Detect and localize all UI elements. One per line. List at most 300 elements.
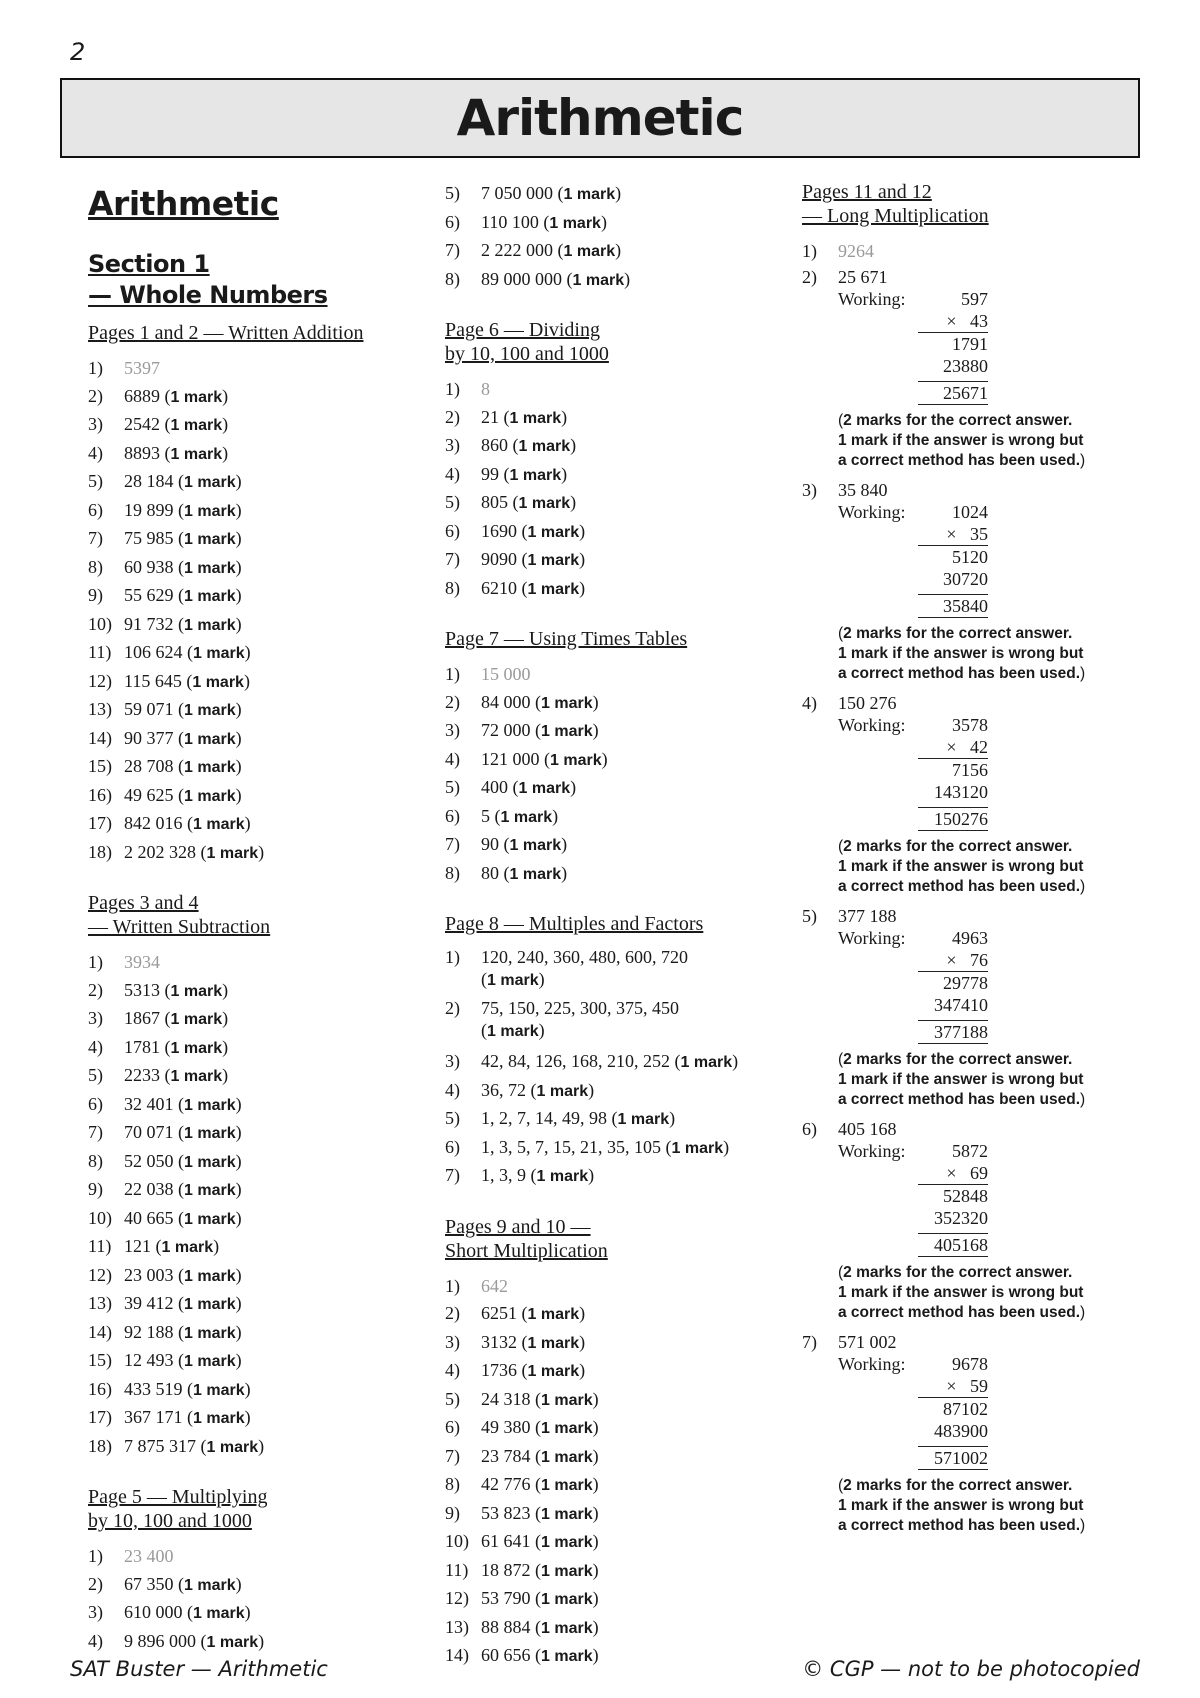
block-title bbox=[445, 318, 775, 366]
answer-value: 1781 (1 mark) bbox=[124, 1036, 229, 1057]
answer-item bbox=[88, 1347, 418, 1376]
working-label: Working: bbox=[838, 714, 906, 735]
answer-text: 49 380 bbox=[481, 1417, 531, 1437]
answer-text: 9090 bbox=[481, 549, 517, 569]
answer-text: 1690 bbox=[481, 520, 517, 541]
answer-text: 1, 2, 7, 14, 49, 98 bbox=[481, 1108, 607, 1128]
answer-number: 13) bbox=[88, 1293, 112, 1313]
answer-text: 75, 150, 225, 300, 375, 450 bbox=[481, 998, 679, 1018]
answer-value: 28 708 (1 mark) bbox=[124, 756, 242, 776]
answer-number: 5) bbox=[445, 1108, 460, 1128]
answer-value: 99 (1 mark) bbox=[481, 463, 568, 484]
answer-value: 2542 (1 mark) bbox=[124, 414, 229, 434]
marking-note bbox=[802, 1476, 1142, 1536]
answer-item bbox=[445, 831, 775, 860]
answer-text: 110 100 bbox=[481, 211, 539, 232]
partial-product-2: 347410 bbox=[934, 994, 988, 1015]
answer-item bbox=[88, 1119, 418, 1148]
partial-product-1: 52848 bbox=[943, 1185, 988, 1206]
answer-number: 1) bbox=[445, 379, 460, 399]
mark-label: 1 mark bbox=[541, 1448, 593, 1466]
answer-number: 6) bbox=[802, 1118, 817, 1139]
answer-text: 23 784 bbox=[481, 1445, 531, 1466]
marking-note-line: 1 mark if the answer is wrong but bbox=[838, 1070, 1084, 1088]
multiplier: × 35 bbox=[918, 523, 988, 546]
mark-label: 1 mark bbox=[680, 1054, 733, 1071]
answer-number: 6) bbox=[445, 1136, 460, 1157]
answer-text: 90 bbox=[481, 834, 499, 854]
answer-text: 5397 bbox=[124, 358, 160, 378]
answer-value: 19 899 (1 mark) bbox=[124, 499, 242, 520]
answer-item bbox=[445, 717, 775, 746]
answer-number: 7) bbox=[445, 1445, 460, 1466]
answer-value bbox=[124, 1543, 418, 1571]
paren: ) bbox=[1080, 1303, 1086, 1321]
paren: ( bbox=[838, 1476, 844, 1494]
block-title-line: Pages 3 and 4 bbox=[88, 892, 199, 914]
answer-item bbox=[445, 1162, 775, 1191]
answer-item bbox=[88, 810, 418, 839]
answer-number: 4) bbox=[445, 748, 460, 769]
answer-text: 88 884 bbox=[481, 1616, 531, 1637]
working-area bbox=[802, 288, 1142, 405]
answer-list bbox=[445, 661, 775, 888]
answer-item bbox=[445, 266, 775, 295]
answer-number: 3) bbox=[445, 435, 460, 455]
mark-label: 1 mark bbox=[193, 1381, 245, 1399]
answer-list bbox=[445, 180, 775, 294]
mark-label: 1 mark bbox=[184, 1296, 236, 1313]
answer-text: 7 050 000 bbox=[481, 183, 553, 203]
answer-number: 10) bbox=[88, 613, 112, 634]
answer-text: 1736 bbox=[481, 1360, 517, 1380]
mark-label: 1 mark bbox=[518, 780, 571, 797]
answer-number: 3) bbox=[445, 1331, 460, 1352]
answer-text: 367 171 bbox=[124, 1407, 183, 1427]
answer-item bbox=[445, 1585, 775, 1614]
answer-number: 10) bbox=[445, 1531, 469, 1551]
answer-item bbox=[445, 209, 775, 238]
multiplying-block-continued bbox=[445, 180, 775, 294]
answer-number: 9) bbox=[445, 1502, 460, 1523]
block-title-line: — Written Subtraction bbox=[88, 916, 271, 938]
answer-value: 53 823 (1 mark) bbox=[481, 1502, 599, 1523]
subtraction-block bbox=[88, 891, 418, 1461]
mark-label: 1 mark bbox=[671, 1139, 724, 1157]
answer-item bbox=[445, 546, 775, 575]
answer-text: 23 003 bbox=[124, 1264, 174, 1285]
mark-label: 1 mark bbox=[541, 1591, 593, 1608]
answer-value: 9 896 000 (1 mark) bbox=[124, 1630, 265, 1651]
answer-text: 15 000 bbox=[481, 664, 531, 684]
answer-item bbox=[445, 1329, 775, 1358]
answer-number: 1) bbox=[88, 358, 103, 378]
answer-item bbox=[88, 1005, 418, 1034]
answer-text: 433 519 bbox=[124, 1378, 183, 1399]
answer-number: 1) bbox=[88, 1546, 103, 1566]
answer-item bbox=[445, 376, 775, 404]
answer-item bbox=[445, 1357, 775, 1386]
mark-label: 1 mark bbox=[184, 730, 236, 748]
answer-value: 571 002 bbox=[838, 1331, 897, 1352]
answer-text: 610 000 bbox=[124, 1602, 183, 1622]
marking-note-line: a correct method has been used.) bbox=[838, 877, 1086, 895]
answer-text: 842 016 bbox=[124, 813, 183, 833]
marking-note-line: 1 mark if the answer is wrong but bbox=[838, 1496, 1084, 1514]
multiplier: × 42 bbox=[918, 736, 988, 759]
marking-note-line: 1 mark if the answer is wrong but bbox=[838, 644, 1084, 662]
answer-text: 400 bbox=[481, 777, 508, 797]
title-banner bbox=[60, 78, 1140, 158]
marking-note-line: a correct method has been used.) bbox=[838, 1090, 1086, 1108]
partial-product-1: 1791 bbox=[952, 333, 988, 354]
mark-label: 1 mark bbox=[536, 1082, 589, 1100]
answer-item bbox=[88, 468, 418, 497]
mark-label: 1 mark bbox=[184, 1153, 236, 1171]
answer-number: 16) bbox=[88, 1378, 112, 1399]
answer-number: 2) bbox=[802, 266, 817, 287]
answer-item bbox=[88, 355, 418, 383]
working-label: Working: bbox=[838, 288, 906, 309]
answer-text: 2 222 000 bbox=[481, 240, 553, 260]
mark-label: 1 mark bbox=[170, 445, 223, 463]
answer-value: 5 (1 mark) bbox=[481, 805, 559, 826]
mark-label: 1 mark bbox=[206, 1438, 259, 1456]
answer-item bbox=[445, 689, 775, 718]
answer-number: 14) bbox=[445, 1645, 469, 1665]
product-result: 25671 bbox=[918, 381, 988, 405]
answer-text: 53 790 bbox=[481, 1588, 531, 1608]
section-heading-line-2: — Whole Numbers bbox=[88, 281, 328, 309]
answer-value: 610 000 (1 mark) bbox=[124, 1602, 251, 1622]
long-multiplication-item bbox=[802, 1118, 1142, 1323]
paren: ( bbox=[838, 837, 844, 855]
answer-item bbox=[445, 746, 775, 775]
long-multiplication-item bbox=[802, 905, 1142, 1110]
answer-number: 18) bbox=[88, 841, 112, 862]
answer-number: 3) bbox=[445, 1051, 460, 1071]
answer-value: 35 840 bbox=[838, 479, 888, 500]
answer-item bbox=[88, 411, 418, 440]
mark-label: 1 mark bbox=[193, 816, 245, 833]
answer-number: 9) bbox=[88, 585, 103, 605]
answer-value: 60 656 (1 mark) bbox=[481, 1645, 599, 1665]
mark-label: 1 mark bbox=[184, 759, 236, 776]
multiplying-block bbox=[88, 1485, 418, 1656]
answer-text: 115 645 bbox=[124, 670, 182, 691]
answer-value: 405 168 bbox=[838, 1118, 897, 1139]
answer-number: 4) bbox=[88, 442, 103, 463]
multiplicand: 5872 bbox=[952, 1140, 988, 1161]
answer-item bbox=[88, 696, 418, 725]
answer-item bbox=[445, 1500, 775, 1529]
answer-value: 121 (1 mark) bbox=[124, 1236, 220, 1256]
answer-text: 36, 72 bbox=[481, 1079, 526, 1100]
answer-value: 70 071 (1 mark) bbox=[124, 1122, 242, 1142]
marking-note-line: (2 marks for the correct answer. bbox=[838, 411, 1073, 429]
answer-number: 4) bbox=[445, 463, 460, 484]
answer-value: 84 000 (1 mark) bbox=[481, 691, 599, 712]
answer-item bbox=[445, 1614, 775, 1643]
answer-item bbox=[88, 525, 418, 554]
answer-number: 15) bbox=[88, 756, 112, 776]
dividing-block bbox=[445, 318, 775, 603]
answer-text: 28 184 bbox=[124, 471, 174, 491]
answer-value: 90 377 (1 mark) bbox=[124, 727, 242, 748]
answer-item bbox=[88, 1433, 418, 1462]
marking-note-line: (2 marks for the correct answer. bbox=[838, 1263, 1073, 1281]
marking-note bbox=[802, 624, 1142, 684]
mark-label: 1 mark bbox=[161, 1239, 214, 1256]
answer-text: 2 202 328 bbox=[124, 841, 196, 862]
answer-value: 400 (1 mark) bbox=[481, 777, 577, 797]
answer-number: 5) bbox=[88, 471, 103, 491]
answer-value: 433 519 (1 mark) bbox=[124, 1378, 251, 1399]
mark-label: 1 mark bbox=[184, 1267, 236, 1285]
answer-number: 1) bbox=[88, 952, 103, 972]
answer-number: 13) bbox=[445, 1616, 469, 1637]
partial-product-1: 87102 bbox=[943, 1398, 988, 1419]
answer-value: 2 222 000 (1 mark) bbox=[481, 240, 622, 260]
answer-item bbox=[88, 753, 418, 782]
mark-label: 1 mark bbox=[184, 1096, 236, 1114]
answer-item bbox=[88, 554, 418, 583]
mark-label: 1 mark bbox=[541, 1505, 593, 1523]
answer-number: 5) bbox=[802, 905, 817, 926]
mark-label: 1 mark bbox=[509, 466, 562, 484]
answer-list bbox=[88, 1543, 418, 1656]
partial-product-2: 143120 bbox=[934, 781, 988, 802]
answer-text: 860 bbox=[481, 435, 508, 455]
long-multiplication-item bbox=[802, 692, 1142, 897]
column-2 bbox=[445, 180, 775, 1695]
answer-number: 17) bbox=[88, 813, 112, 833]
answer-text: 59 071 bbox=[124, 699, 174, 719]
answer-value: 42, 84, 126, 168, 210, 252 (1 mark) bbox=[481, 1051, 739, 1071]
answer-value: 25 671 bbox=[838, 266, 888, 287]
answer-item bbox=[802, 266, 1142, 288]
answer-value: 24 318 (1 mark) bbox=[481, 1388, 599, 1409]
answer-value: 3132 (1 mark) bbox=[481, 1331, 586, 1352]
multiplicand: 1024 bbox=[952, 501, 988, 522]
answer-text: 89 000 000 bbox=[481, 268, 562, 289]
answer-value: 59 071 (1 mark) bbox=[124, 699, 242, 719]
mark-label: 1 mark bbox=[527, 523, 580, 541]
mark-label: 1 mark bbox=[170, 982, 223, 1000]
block-title bbox=[445, 912, 775, 936]
answer-text: 99 bbox=[481, 463, 499, 484]
answer-value: 1, 3, 9 (1 mark) bbox=[481, 1165, 595, 1185]
mark-label: 1 mark bbox=[193, 1410, 245, 1427]
section-heading-line-1: Section 1 bbox=[88, 250, 210, 278]
answer-value: 75, 150, 225, 300, 375, 450 (1 mark) bbox=[481, 998, 679, 1040]
answer-item bbox=[88, 440, 418, 469]
answer-number: 7) bbox=[802, 1331, 817, 1352]
mark-label: 1 mark bbox=[563, 186, 616, 203]
answer-text: 52 050 bbox=[124, 1150, 174, 1171]
answer-number: 4) bbox=[88, 1630, 103, 1651]
answer-number: 7) bbox=[445, 240, 460, 260]
mark-label: 1 mark bbox=[184, 502, 236, 520]
answer-item bbox=[802, 1118, 1142, 1140]
answer-text: 3934 bbox=[124, 952, 160, 972]
working-sum bbox=[918, 288, 988, 405]
answer-number: 1) bbox=[445, 1275, 460, 1296]
marking-note-line: a correct method has been used.) bbox=[838, 664, 1086, 682]
answer-item bbox=[445, 1443, 775, 1472]
answer-item bbox=[445, 237, 775, 266]
answer-text: 84 000 bbox=[481, 691, 531, 712]
paren: ) bbox=[1080, 1516, 1086, 1534]
answer-number: 7) bbox=[88, 528, 103, 548]
answer-number: 4) bbox=[445, 1079, 460, 1100]
answer-item bbox=[802, 238, 1142, 266]
answer-text: 67 350 bbox=[124, 1573, 174, 1594]
answer-value: 6251 (1 mark) bbox=[481, 1303, 586, 1323]
answer-value: 60 938 (1 mark) bbox=[124, 556, 242, 577]
marking-note bbox=[802, 1263, 1142, 1323]
answer-item bbox=[445, 1134, 775, 1163]
answer-item bbox=[445, 1414, 775, 1443]
answer-item bbox=[445, 1105, 775, 1134]
answer-number: 8) bbox=[88, 556, 103, 577]
answer-value: 367 171 (1 mark) bbox=[124, 1407, 251, 1427]
mark-label: 1 mark bbox=[170, 1011, 223, 1028]
answer-text: 39 412 bbox=[124, 1293, 174, 1313]
working-label: Working: bbox=[838, 1140, 906, 1161]
answer-value: 1867 (1 mark) bbox=[124, 1008, 229, 1028]
partial-product-1: 7156 bbox=[952, 759, 988, 780]
answer-item bbox=[445, 997, 775, 1043]
answer-item bbox=[88, 949, 418, 977]
mark-label: 1 mark bbox=[509, 409, 562, 427]
answer-text: 19 899 bbox=[124, 499, 174, 520]
mark-label: 1 mark bbox=[184, 588, 236, 605]
answer-text: 42 776 bbox=[481, 1474, 531, 1494]
answer-item bbox=[88, 1376, 418, 1405]
answer-value: 42 776 (1 mark) bbox=[481, 1474, 599, 1494]
mark-label: 1 mark bbox=[184, 787, 236, 805]
block-title-line: Page 5 — Multiplying bbox=[88, 1486, 268, 1508]
answer-text: 53 823 bbox=[481, 1502, 531, 1523]
answer-item bbox=[88, 1543, 418, 1571]
answer-text: 80 bbox=[481, 862, 499, 883]
mark-label: 1 mark bbox=[509, 837, 562, 854]
answer-list bbox=[445, 376, 775, 603]
answer-number: 8) bbox=[445, 268, 460, 289]
mark-label: 1 mark bbox=[509, 865, 562, 883]
answer-value: 90 (1 mark) bbox=[481, 834, 568, 854]
answer-text: 5313 bbox=[124, 979, 160, 1000]
answer-number: 2) bbox=[445, 1303, 460, 1323]
answer-value: 39 412 (1 mark) bbox=[124, 1293, 242, 1313]
answer-number: 17) bbox=[88, 1407, 112, 1427]
answer-item bbox=[445, 1386, 775, 1415]
times-tables-block bbox=[445, 627, 775, 888]
answer-item bbox=[445, 1077, 775, 1106]
answer-item bbox=[88, 1628, 418, 1657]
partial-product-1: 5120 bbox=[952, 546, 988, 567]
answer-text: 1, 3, 5, 7, 15, 21, 35, 105 bbox=[481, 1136, 661, 1157]
partial-product-2: 23880 bbox=[943, 355, 988, 376]
answer-value: 92 188 (1 mark) bbox=[124, 1321, 242, 1342]
answer-text: 12 493 bbox=[124, 1350, 174, 1370]
answer-number: 7) bbox=[445, 834, 460, 854]
answer-number: 2) bbox=[445, 998, 460, 1018]
answer-text: 6889 bbox=[124, 385, 160, 406]
answer-text: 42, 84, 126, 168, 210, 252 bbox=[481, 1051, 670, 1071]
mark-label: 1 mark bbox=[206, 1633, 259, 1651]
answer-item bbox=[445, 1048, 775, 1077]
working-sum bbox=[918, 714, 988, 831]
answer-text: 642 bbox=[481, 1275, 508, 1296]
answer-number: 2) bbox=[88, 1573, 103, 1594]
answer-text: 1781 bbox=[124, 1036, 160, 1057]
answer-value: 106 624 (1 mark) bbox=[124, 642, 251, 662]
working-area bbox=[802, 1140, 1142, 1257]
mark-label: 1 mark bbox=[184, 702, 236, 719]
answer-number: 10) bbox=[88, 1207, 112, 1228]
mark-label: 1 mark bbox=[487, 1023, 539, 1040]
answer-text: 8 bbox=[481, 379, 490, 399]
product-result: 35840 bbox=[918, 594, 988, 618]
answer-value: 12 493 (1 mark) bbox=[124, 1350, 242, 1370]
block-title-line: Pages 9 and 10 — bbox=[445, 1215, 591, 1238]
mark-label: 1 mark bbox=[184, 531, 236, 548]
answer-text: 55 629 bbox=[124, 585, 174, 605]
answer-value bbox=[124, 355, 418, 383]
paren: ( bbox=[838, 1050, 844, 1068]
answer-value bbox=[481, 1273, 775, 1301]
answer-number: 11) bbox=[88, 642, 112, 662]
answer-value: 7 875 317 (1 mark) bbox=[124, 1435, 265, 1456]
long-multiplication-item bbox=[802, 1331, 1142, 1536]
answer-value: 36, 72 (1 mark) bbox=[481, 1079, 595, 1100]
marking-note-line: 1 mark if the answer is wrong but bbox=[838, 857, 1084, 875]
answer-text: 21 bbox=[481, 406, 499, 427]
answer-text: 75 985 bbox=[124, 528, 174, 548]
answer-item bbox=[88, 639, 418, 668]
answer-item bbox=[445, 1528, 775, 1557]
answer-item bbox=[88, 582, 418, 611]
paren: ) bbox=[1080, 1090, 1086, 1108]
answer-text: 7 875 317 bbox=[124, 1435, 196, 1456]
answer-item bbox=[88, 497, 418, 526]
working-label: Working: bbox=[838, 927, 906, 948]
addition-block bbox=[88, 321, 418, 867]
working-area bbox=[802, 927, 1142, 1044]
answer-value: 75 985 (1 mark) bbox=[124, 528, 242, 548]
answer-item bbox=[445, 404, 775, 433]
working-sum bbox=[918, 1140, 988, 1257]
answer-number: 3) bbox=[445, 720, 460, 740]
block-title-line: Short Multiplication bbox=[445, 1239, 608, 1262]
section-heading bbox=[88, 249, 418, 311]
marking-note-line: 1 mark if the answer is wrong but bbox=[838, 1283, 1084, 1301]
answer-number: 2) bbox=[88, 385, 103, 406]
answer-value: 52 050 (1 mark) bbox=[124, 1150, 242, 1171]
answer-value: 5313 (1 mark) bbox=[124, 979, 229, 1000]
answer-number: 5) bbox=[445, 183, 460, 203]
answer-number: 12) bbox=[88, 670, 112, 691]
mark-label: 1 mark bbox=[541, 1420, 593, 1437]
answer-value: 115 645 (1 mark) bbox=[124, 670, 250, 691]
answer-item bbox=[445, 803, 775, 832]
answer-text: 61 641 bbox=[481, 1531, 531, 1551]
marking-note bbox=[802, 411, 1142, 471]
answer-value: 18 872 (1 mark) bbox=[481, 1559, 599, 1580]
mark-label: 1 mark bbox=[184, 474, 236, 491]
